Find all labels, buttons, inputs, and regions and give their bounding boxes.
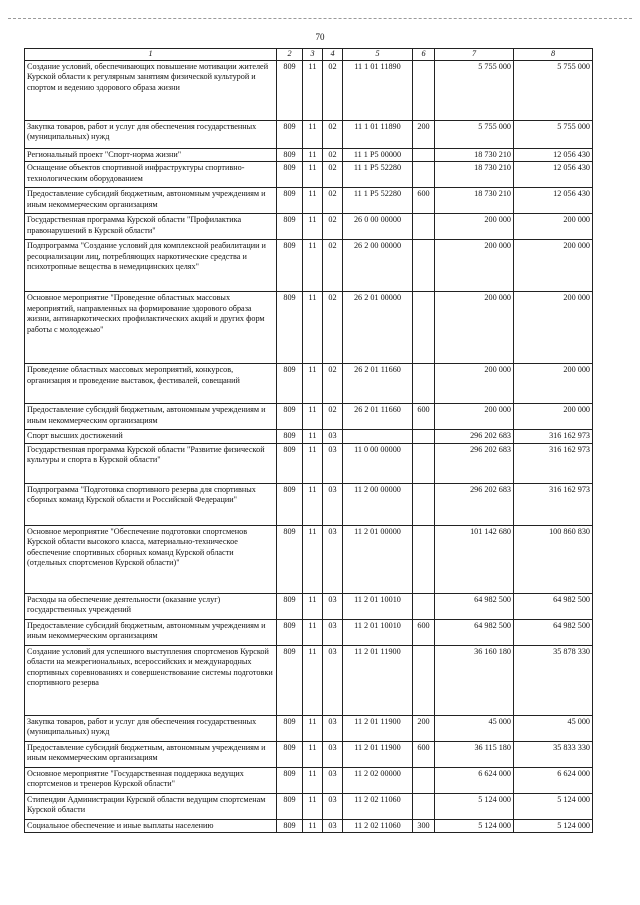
row-amount-1: 18 730 210 [435,188,514,214]
row-ministry: 809 [277,645,303,715]
row-subsection: 03 [323,819,343,833]
row-ministry: 809 [277,619,303,645]
row-ministry: 809 [277,214,303,240]
row-amount-2: 35 878 330 [514,645,593,715]
col-header-8: 8 [514,49,593,61]
row-subsection: 03 [323,593,343,619]
row-ministry: 809 [277,443,303,483]
row-name: Государственная программа Курской области "Профилактика правонарушений в Курской области" [25,214,277,240]
row-expense-type: 600 [413,188,435,214]
row-amount-2: 200 000 [514,214,593,240]
row-amount-1: 18 730 210 [435,162,514,188]
row-subsection: 03 [323,525,343,593]
row-target: 11 2 01 10010 [343,593,413,619]
row-expense-type: 200 [413,120,435,148]
row-target: 11 2 01 11900 [343,715,413,741]
row-section: 11 [303,819,323,833]
row-target: 11 1 P5 52280 [343,188,413,214]
row-subsection: 03 [323,430,343,444]
row-expense-type: 600 [413,404,435,430]
row-amount-1: 18 730 210 [435,148,514,162]
row-name: Подпрограмма "Создание условий для комплексной реабилитации и ресоциализации лиц, потребляющих наркотические средства и психотропные вещества в немедицинских целях" [25,240,277,292]
table-row [25,214,593,240]
row-expense-type [413,593,435,619]
row-amount-1: 200 000 [435,240,514,292]
row-amount-2: 45 000 [514,715,593,741]
row-ministry: 809 [277,525,303,593]
row-amount-1: 5 755 000 [435,120,514,148]
row-amount-1: 296 202 683 [435,430,514,444]
table-row [25,120,593,148]
row-expense-type [413,162,435,188]
row-target: 11 2 01 00000 [343,525,413,593]
row-name: Государственная программа Курской области "Развитие физической культуры и спорта в Курской области" [25,443,277,483]
row-name: Оснащение объектов спортивной инфраструктуры спортивно-технологическим оборудованием [25,162,277,188]
row-amount-1: 64 982 500 [435,593,514,619]
row-section: 11 [303,767,323,793]
table-row [25,741,593,767]
table-row [25,430,593,444]
row-section: 11 [303,188,323,214]
row-name: Основное мероприятие "Государственная поддержка ведущих спортсменов и тренеров Курской области" [25,767,277,793]
budget-table [24,48,593,833]
row-target: 11 2 00 00000 [343,483,413,525]
row-section: 11 [303,645,323,715]
row-expense-type: 600 [413,619,435,645]
row-expense-type [413,60,435,120]
row-section: 11 [303,593,323,619]
row-expense-type [413,443,435,483]
row-amount-2: 5 124 000 [514,793,593,819]
row-ministry: 809 [277,715,303,741]
row-target: 11 2 02 11060 [343,819,413,833]
row-ministry: 809 [277,767,303,793]
row-name: Создание условий для успешного выступления спортсменов Курской области на межрегиональных, всероссийских и международных спортивных соревнованиях и совершенствование системы подготовки спортивного резерва [25,645,277,715]
table-header-row [25,49,593,61]
row-subsection: 02 [323,188,343,214]
row-amount-2: 6 624 000 [514,767,593,793]
col-header-6: 6 [413,49,435,61]
row-amount-1: 5 124 000 [435,819,514,833]
row-section: 11 [303,483,323,525]
row-expense-type [413,430,435,444]
row-subsection: 02 [323,60,343,120]
row-ministry: 809 [277,483,303,525]
row-amount-1: 6 624 000 [435,767,514,793]
row-amount-2: 5 755 000 [514,60,593,120]
col-header-3: 3 [303,49,323,61]
row-name: Основное мероприятие "Проведение областных массовых мероприятий, направленных на формирование здорового образа жизни, антинаркотических профилактических акций и других форм работы с молодежью" [25,292,277,364]
row-name: Создание условий, обеспечивающих повышение мотивации жителей Курской области к регулярным занятиям физической культурой и спортом и ведению здорового образа жизни [25,60,277,120]
row-amount-2: 316 162 973 [514,430,593,444]
col-header-1: 1 [25,49,277,61]
row-amount-2: 35 833 330 [514,741,593,767]
row-expense-type: 600 [413,741,435,767]
row-name: Региональный проект "Спорт-норма жизни" [25,148,277,162]
row-expense-type: 200 [413,715,435,741]
row-subsection: 03 [323,793,343,819]
row-section: 11 [303,292,323,364]
row-expense-type [413,364,435,404]
row-section: 11 [303,162,323,188]
row-section: 11 [303,619,323,645]
row-name: Основное мероприятие "Обеспечение подготовки спортсменов Курской области высокого класса, материально-техническое обеспечение спортивных сборных команд Курской области (отдельных спортсменов Курской области)" [25,525,277,593]
table-row [25,443,593,483]
table-row [25,793,593,819]
row-target: 11 2 01 10010 [343,619,413,645]
row-section: 11 [303,148,323,162]
col-header-5: 5 [343,49,413,61]
row-amount-2: 5 124 000 [514,819,593,833]
row-name: Закупка товаров, работ и услуг для обеспечения государственных (муниципальных) нужд [25,715,277,741]
col-header-2: 2 [277,49,303,61]
row-target: 11 2 02 00000 [343,767,413,793]
row-expense-type [413,793,435,819]
table-row [25,819,593,833]
row-name: Предоставление субсидий бюджетным, автономным учреждениям и иным некоммерческим организациям [25,404,277,430]
row-amount-1: 200 000 [435,404,514,430]
row-amount-1: 64 982 500 [435,619,514,645]
row-target: 11 1 01 11890 [343,120,413,148]
row-expense-type [413,240,435,292]
row-amount-2: 200 000 [514,292,593,364]
row-ministry: 809 [277,60,303,120]
row-subsection: 02 [323,214,343,240]
row-amount-2: 64 982 500 [514,593,593,619]
row-amount-2: 100 860 830 [514,525,593,593]
row-target: 11 2 01 11900 [343,645,413,715]
row-name: Социальное обеспечение и иные выплаты населению [25,819,277,833]
row-section: 11 [303,214,323,240]
row-subsection: 02 [323,364,343,404]
table-row [25,292,593,364]
row-amount-1: 5 124 000 [435,793,514,819]
row-subsection: 03 [323,619,343,645]
row-subsection: 03 [323,741,343,767]
row-name: Проведение областных массовых мероприятий, конкурсов, организация и проведение выставок, фестивалей, совещаний [25,364,277,404]
row-section: 11 [303,364,323,404]
row-amount-2: 5 755 000 [514,120,593,148]
row-subsection: 03 [323,715,343,741]
row-subsection: 02 [323,148,343,162]
row-subsection: 03 [323,443,343,483]
row-section: 11 [303,430,323,444]
row-target: 11 1 01 11890 [343,60,413,120]
row-amount-1: 101 142 680 [435,525,514,593]
row-amount-1: 200 000 [435,292,514,364]
row-name: Стипендии Администрации Курской области ведущим спортсменам Курской области [25,793,277,819]
row-subsection: 03 [323,483,343,525]
row-target: 11 1 P5 00000 [343,148,413,162]
row-expense-type: 300 [413,819,435,833]
row-target: 26 2 01 11660 [343,364,413,404]
row-amount-2: 200 000 [514,364,593,404]
row-name: Предоставление субсидий бюджетным, автономным учреждениям и иным некоммерческим организациям [25,188,277,214]
row-subsection: 03 [323,767,343,793]
top-rule [8,18,632,19]
row-ministry: 809 [277,819,303,833]
row-amount-2: 316 162 973 [514,483,593,525]
row-expense-type [413,645,435,715]
row-subsection: 03 [323,645,343,715]
row-expense-type [413,148,435,162]
table-row [25,148,593,162]
row-ministry: 809 [277,741,303,767]
row-section: 11 [303,525,323,593]
col-header-4: 4 [323,49,343,61]
row-expense-type [413,483,435,525]
row-target: 26 2 01 11660 [343,404,413,430]
table-row [25,619,593,645]
table-row [25,188,593,214]
table-row [25,60,593,120]
row-amount-2: 200 000 [514,404,593,430]
row-amount-1: 200 000 [435,364,514,404]
table-row [25,240,593,292]
row-section: 11 [303,120,323,148]
row-target: 26 0 00 00000 [343,214,413,240]
col-header-7: 7 [435,49,514,61]
row-amount-2: 316 162 973 [514,443,593,483]
row-ministry: 809 [277,120,303,148]
row-amount-1: 200 000 [435,214,514,240]
row-ministry: 809 [277,404,303,430]
row-target [343,430,413,444]
row-target: 11 0 00 00000 [343,443,413,483]
row-amount-2: 64 982 500 [514,619,593,645]
table-row [25,483,593,525]
row-subsection: 02 [323,404,343,430]
row-expense-type [413,525,435,593]
row-target: 26 2 01 00000 [343,292,413,364]
row-amount-1: 296 202 683 [435,443,514,483]
row-subsection: 02 [323,120,343,148]
row-target: 11 2 01 11900 [343,741,413,767]
row-section: 11 [303,60,323,120]
table-row [25,593,593,619]
row-section: 11 [303,793,323,819]
row-section: 11 [303,404,323,430]
row-expense-type [413,292,435,364]
row-name: Спорт высших достижений [25,430,277,444]
row-expense-type [413,214,435,240]
row-ministry: 809 [277,148,303,162]
row-section: 11 [303,240,323,292]
row-subsection: 02 [323,240,343,292]
row-ministry: 809 [277,292,303,364]
row-subsection: 02 [323,292,343,364]
row-ministry: 809 [277,240,303,292]
row-amount-1: 36 160 180 [435,645,514,715]
row-name: Закупка товаров, работ и услуг для обеспечения государственных (муниципальных) нужд [25,120,277,148]
table-row [25,645,593,715]
row-target: 11 1 P5 52280 [343,162,413,188]
row-target: 11 2 02 11060 [343,793,413,819]
table-row [25,162,593,188]
row-subsection: 02 [323,162,343,188]
row-amount-1: 296 202 683 [435,483,514,525]
row-amount-2: 12 056 430 [514,148,593,162]
row-section: 11 [303,443,323,483]
row-amount-2: 12 056 430 [514,162,593,188]
row-amount-2: 12 056 430 [514,188,593,214]
page-number: 70 [315,32,325,42]
row-ministry: 809 [277,162,303,188]
table-row [25,525,593,593]
row-target: 26 2 00 00000 [343,240,413,292]
row-amount-1: 5 755 000 [435,60,514,120]
row-ministry: 809 [277,364,303,404]
table-row [25,364,593,404]
row-expense-type [413,767,435,793]
table-row [25,404,593,430]
row-ministry: 809 [277,793,303,819]
row-name: Расходы на обеспечение деятельности (оказание услуг) государственных учреждений [25,593,277,619]
row-ministry: 809 [277,593,303,619]
row-amount-1: 36 115 180 [435,741,514,767]
row-section: 11 [303,715,323,741]
row-name: Подпрограмма "Подготовка спортивного резерва для спортивных сборных команд Курской области и Российской Федерации" [25,483,277,525]
row-ministry: 809 [277,430,303,444]
row-name: Предоставление субсидий бюджетным, автономным учреждениям и иным некоммерческим организациям [25,741,277,767]
row-section: 11 [303,741,323,767]
row-amount-1: 45 000 [435,715,514,741]
row-name: Предоставление субсидий бюджетным, автономным учреждениям и иным некоммерческим организациям [25,619,277,645]
row-amount-2: 200 000 [514,240,593,292]
row-ministry: 809 [277,188,303,214]
table-row [25,767,593,793]
table-row [25,715,593,741]
